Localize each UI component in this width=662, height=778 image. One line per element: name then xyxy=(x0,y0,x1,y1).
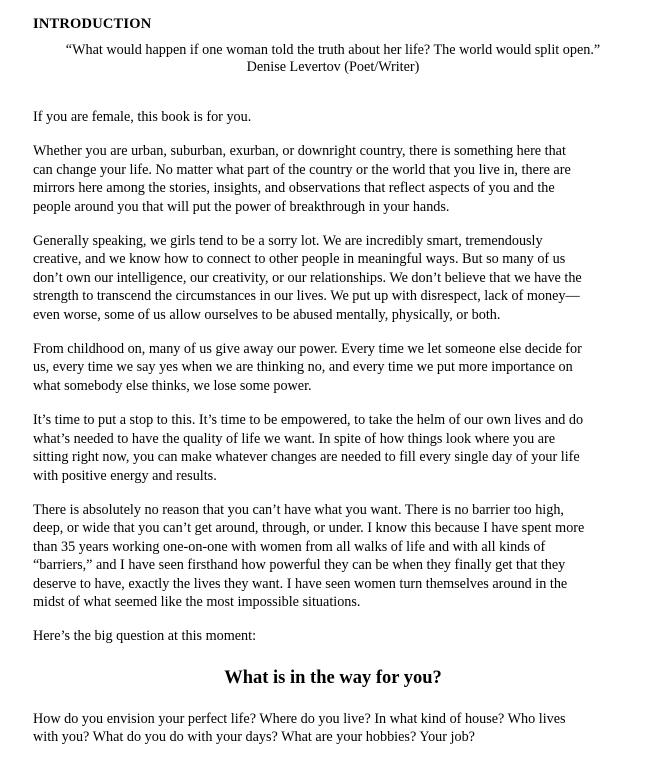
paragraph-line: There is absolutely no reason that you can’t have what you want. There is no barrier too high, xyxy=(33,501,564,518)
paragraph-2 xyxy=(33,142,633,216)
paragraph-line: what somebody else thinks, we lose some power. xyxy=(33,377,312,394)
paragraph-line: people around you that will put the power of breakthrough in your hands. xyxy=(33,198,450,215)
paragraph-line: strength to transcend the circumstances in our lives. We put up with disrespect, lack of money— xyxy=(33,288,580,305)
paragraph-4 xyxy=(33,340,633,395)
epigraph-attribution: Denise Levertov (Poet/Writer) xyxy=(246,59,420,75)
document-page xyxy=(33,14,633,747)
paragraph-line: It’s time to put a stop to this. It’s time to be empowered, to take the helm of our own lives and do xyxy=(33,412,584,429)
paragraph-line: us, every time we say yes when we are thinking no, and every time we put more importance on xyxy=(33,359,573,376)
paragraph-line: even worse, some of us allow ourselves to be abused mentally, physically, or both. xyxy=(33,306,501,323)
paragraph-line: sitting right now, you can make whatever changes are needed to fill every single day of your life xyxy=(33,449,580,466)
chapter-heading: INTRODUCTION xyxy=(33,16,152,32)
paragraph-line: with positive energy and results. xyxy=(33,467,217,484)
closing-paragraph xyxy=(33,710,633,747)
paragraph-line: don’t own our intelligence, our creativity, or our relationships. We don’t believe that we have the xyxy=(33,269,582,286)
paragraph-line: From childhood on, many of us give away our power. Every time we let someone else decide for xyxy=(33,341,582,358)
paragraph-7 xyxy=(33,627,633,645)
paragraph-line: Here’s the big question at this moment: xyxy=(33,628,257,645)
paragraph-line: deep, or wide that you can’t get around, through, or under. I know this because I have spent more xyxy=(33,520,585,537)
paragraph-line: Whether you are urban, suburban, exurban, or downright country, there is something here that xyxy=(33,143,566,160)
paragraph-3 xyxy=(33,232,633,324)
epigraph-quote: “What would happen if one woman told the truth about her life? The world would split open.” xyxy=(65,42,601,58)
big-question: What is in the way for you? xyxy=(224,667,442,688)
paragraph-5 xyxy=(33,411,633,485)
paragraph-line: creative, and we know how to connect to other people in meaningful ways. But so many of us xyxy=(33,251,566,268)
paragraph-line: can change your life. No matter what part of the country or the world that you live in, there are xyxy=(33,161,571,178)
paragraph-line: Generally speaking, we girls tend to be a sorry lot. We are incredibly smart, tremendously xyxy=(33,233,543,250)
paragraph-line: How do you envision your perfect life? Where do you live? In what kind of house? Who lives xyxy=(33,710,566,727)
paragraph-line: with you? What do you do with your days? What are your hobbies? Your job? xyxy=(33,729,475,746)
paragraph-1 xyxy=(33,108,633,126)
paragraph-line: mirrors here among the stories, insights, and observations that reflect aspects of you and the xyxy=(33,180,555,197)
paragraph-line: If you are female, this book is for you. xyxy=(33,109,252,125)
paragraph-line: “barriers,” and I have seen firsthand how powerful they can be when they finally get that they xyxy=(33,557,566,574)
paragraph-line: deserve to have, exactly the lives they want. I have seen women turn themselves around in the xyxy=(33,575,568,592)
paragraph-line: than 35 years working one-on-one with women from all walks of life and with all kinds of xyxy=(33,538,546,555)
paragraph-6 xyxy=(33,501,633,611)
paragraph-line: what’s needed to have the quality of life we want. In spite of how things look where you are xyxy=(33,430,556,447)
epigraph xyxy=(33,42,633,76)
paragraph-line: midst of what seemed like the most impossible situations. xyxy=(33,593,361,610)
